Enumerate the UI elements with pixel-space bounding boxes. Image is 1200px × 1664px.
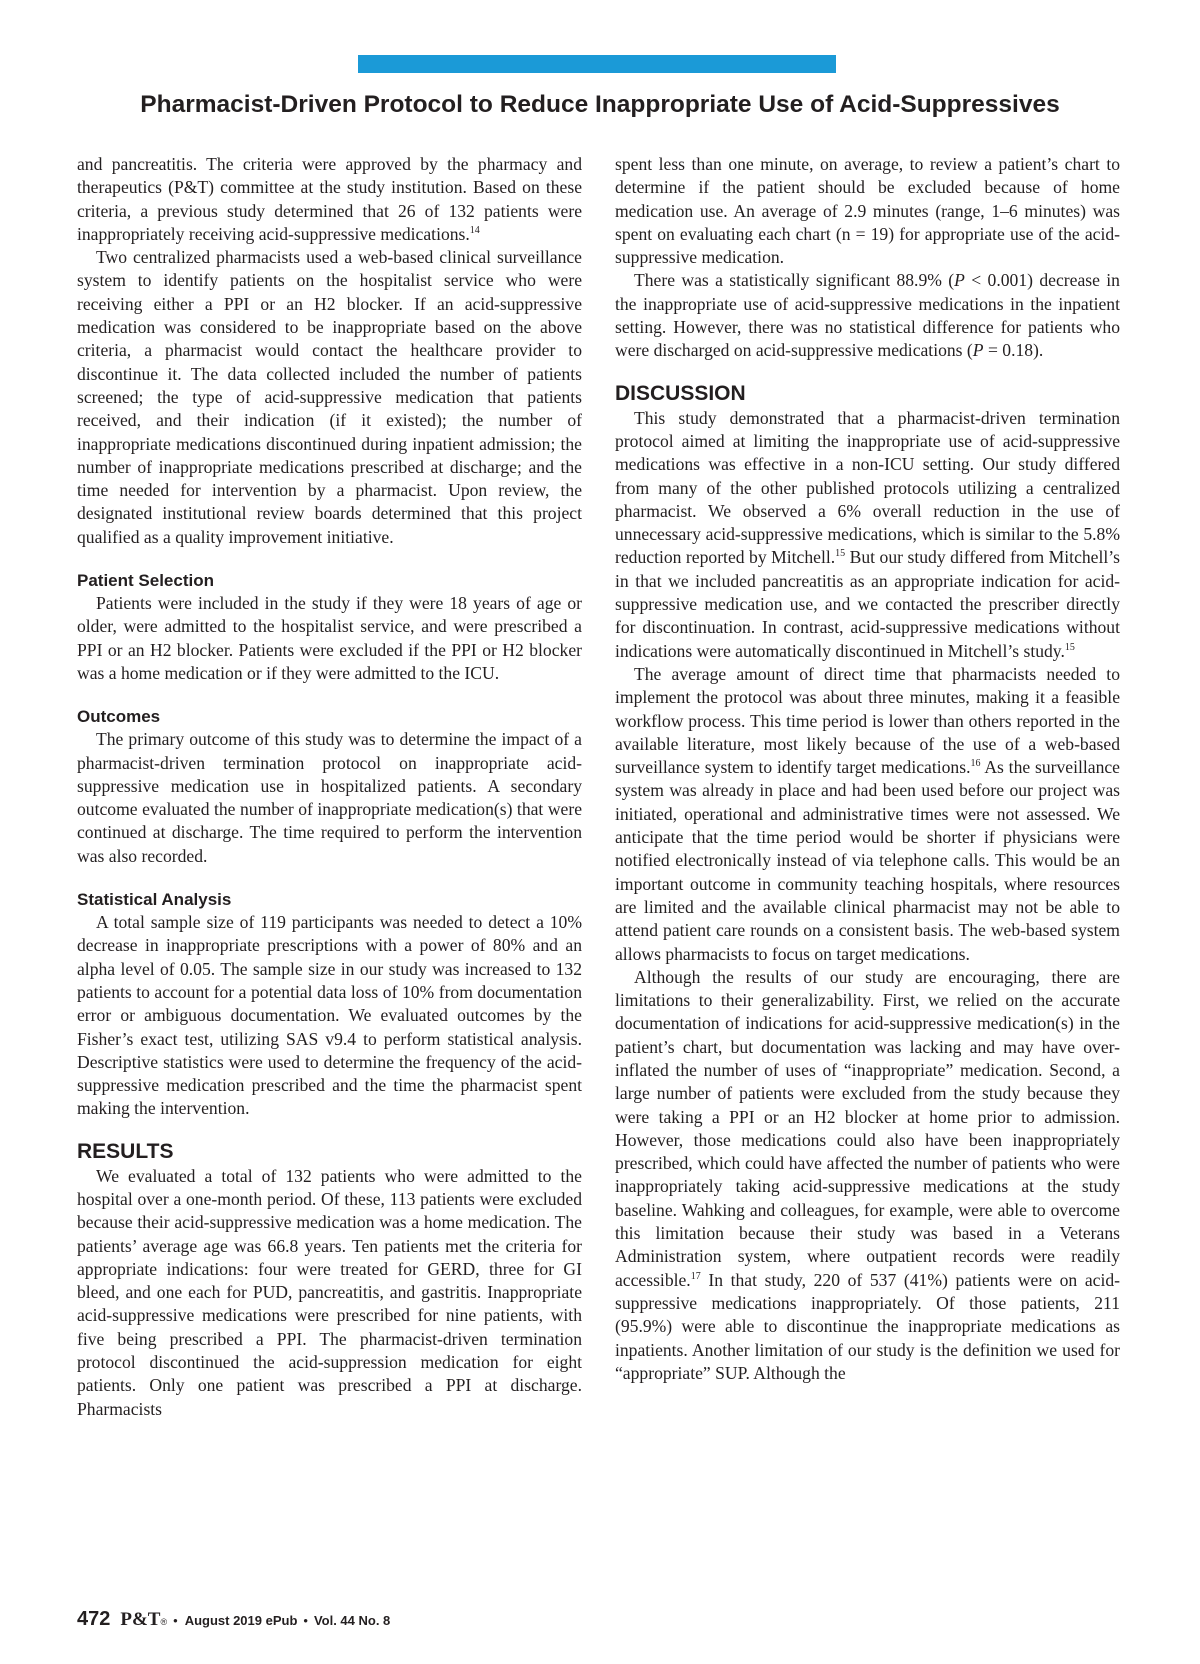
paragraph: We evaluated a total of 132 patients who were admitted to the hospital over a one-month period. Of these, 113 patients were excluded because their acid-suppressive medication was a home medication. The patients’ average age was 66.8 years. Ten patients met the criteria for appropriate indications: four were treated for GERD, three for GI bleed, and one each for PUD, pancreatitis, and gastritis. Inappropriate acid-suppressive medications were prescribed for nine patients, with five being prescribed a PPI. The pharmacist-driven termination protocol discontinued the acid-suppression medication for eight patients. Only one patient was prescribed a PPI at discharge. Pharmacists: [77, 1165, 582, 1419]
page-footer: [77, 1608, 390, 1631]
right-column: [615, 153, 1120, 1385]
reference-marker: 16: [970, 758, 981, 770]
page-number: 472: [77, 1608, 111, 1630]
paragraph: The primary outcome of this study was to determine the impact of a pharmacist-driven termination protocol on inappropriate acid-suppressive medication use in hospitalized patients. A secondary outcome evaluated the number of inappropriate medication(s) that were continued at discharge. The time required to perform the intervention was also recorded.: [77, 729, 582, 866]
issue-date: August 2019 ePub: [184, 1613, 298, 1628]
running-title: Pharmacist-Driven Protocol to Reduce Inappropriate Use of Acid-Suppressives: [140, 91, 1060, 118]
journal-brand: P&T: [120, 1609, 161, 1630]
section-heading-discussion: DISCUSSION: [615, 381, 746, 405]
p-value-symbol: P: [972, 340, 984, 361]
header-accent-bar: [358, 55, 836, 73]
subheading-outcomes: Outcomes: [77, 707, 161, 727]
subheading-patient-selection: Patient Selection: [77, 571, 214, 591]
volume-info: Vol. 44 No. 8: [313, 1613, 391, 1628]
paragraph: and pancreatitis. The criteria were approved by the pharmacy and therapeutics (P&T) committee at the study institution. Based on these criteria, a previous study determined that 26 of 132 patients were inappropriately receiving acid-suppressive medications.$^{14}$: [77, 154, 582, 244]
paragraph: Patients were included in the study if they were 18 years of age or older, were admitted to the hospitalist service, and were prescribed a PPI or an H2 blocker. Patients were excluded if the PPI or H2 blocker was a home medication or if they were admitted to the ICU.: [77, 593, 582, 683]
separator-bullet: •: [303, 1613, 308, 1628]
reference-marker: 15: [1064, 641, 1075, 653]
p-value-symbol: P: [954, 270, 965, 291]
paragraph: Two centralized pharmacists used a web-based clinical surveillance system to identify patients on the hospitalist service who were receiving either a PPI or an H2 blocker. If an acid-suppressive medication was considered to be inappropriate based on the above criteria, a pharmacist would contact the healthcare provider to discontinue it. The data collected included the number of patients screened; the type of acid-suppressive medication that patients received, and their indication (if it existed); the number of inappropriate medications discontinued during inpatient admission; the number of inappropriate medications prescribed at discharge; and the time needed for intervention by a pharmacist. Upon review, the designated institutional review boards determined that this project qualified as a quality improvement initiative.: [77, 247, 582, 547]
separator-bullet: •: [173, 1613, 178, 1628]
registered-mark: ®: [160, 1617, 168, 1627]
paragraph: Although the results of our study are encouraging, there are limitations to their generalizability. First, we relied on the accurate documentation of indications for acid-suppressive medication(s) in the patient’s chart, but documentation was lacking and may have over-inflated the number of uses of “inappropriate” medication. Second, a large number of patients were excluded from the study because they were taking a PPI or an H2 blocker at home prior to admission. However, those medications could also have been inappropriately prescribed, which could have affected the number of patients who were inappropriately taking acid-suppressive medications at the study baseline. Wahking and colleagues, for example, were able to overcome this limitation because their study was based in a Veterans Administration system, where outpatient records were readily accessible.$^{17}$ In that study, 220 of 537 (41%) patients were on acid-suppressive medications inappropriately. Of those patients, 211 (95.9%) were able to discontinue the inappropriate medications as inpatients. Another limitation of our study is the definition we used for “appropriate” SUP. Although the: [615, 966, 1120, 1383]
reference-marker: 14: [469, 225, 480, 237]
reference-marker: 17: [690, 1270, 701, 1282]
section-heading-results: RESULTS: [77, 1139, 174, 1163]
paragraph: spent less than one minute, on average, to review a patient’s chart to determine if the patient should be excluded because of home medication use. An average of 2.9 minutes (range, 1–6 minutes) was spent on evaluating each chart (n = 19) for appropriate use of the acid-suppressive medication.: [615, 154, 1120, 268]
paragraph: This study demonstrated that a pharmacist-driven termination protocol aimed at limiting the inappropriate use of acid-suppressive medications was effective in a non-ICU setting. Our study differed from many of the other published protocols utilizing a centralized pharmacist. We observed a 6% overall reduction in the use of unnecessary acid-suppressive medications, which is similar to the 5.8% reduction reported by Mitchell.$^{15}$ But our study differed from Mitchell’s in that we included pancreatitis as an appropriate indication for acid-suppressive medication use, and we contacted the prescriber directly for discontinuation. In contrast, acid-suppressive medications without indications were automatically discontinued in Mitchell’s study.$^{15}$: [615, 407, 1120, 661]
paragraph: A total sample size of 119 participants was needed to detect a 10% decrease in inappropriate prescriptions with a power of 80% and an alpha level of 0.05. The sample size in our study was increased to 132 patients to account for a potential data loss of 10% from documentation error or ambiguous documentation. We evaluated outcomes by the Fisher’s exact test, utilizing SAS v9.4 to perform statistical analysis. Descriptive statistics were used to determine the frequency of the acid-suppressive medication prescribed and the time the pharmacist spent making the intervention.: [77, 912, 582, 1119]
paragraph: There was a statistically significant 88.9% (P < 0.001) decrease in the inappropriate use of acid-suppressive medications in the inpatient setting. However, there was no statistical difference for patients who were discharged on acid-suppressive medications (P = 0.18).: [615, 270, 1120, 361]
subheading-statistical-analysis: Statistical Analysis: [77, 890, 232, 910]
reference-marker: 15: [835, 548, 846, 560]
paragraph: The average amount of direct time that pharmacists needed to implement the protocol was about three minutes, making it a feasible workflow process. This time period is lower than others reported in the available literature, most likely because of the use of a web-based surveillance system to identify target medications.$^{16}$ As the surveillance system was already in place and had been used before our project was initiated, operational and administrative times were not assessed. We anticipate that the time period would be shorter if physicians were notified electronically instead of via telephone calls. This would be an important outcome in community teaching hospitals, where resources are limited and the available clinical pharmacist may not be able to attend patient care rounds on a consistent basis. The web-based system allows pharmacists to focus on target medications.: [615, 663, 1120, 964]
left-column: [77, 153, 582, 1421]
